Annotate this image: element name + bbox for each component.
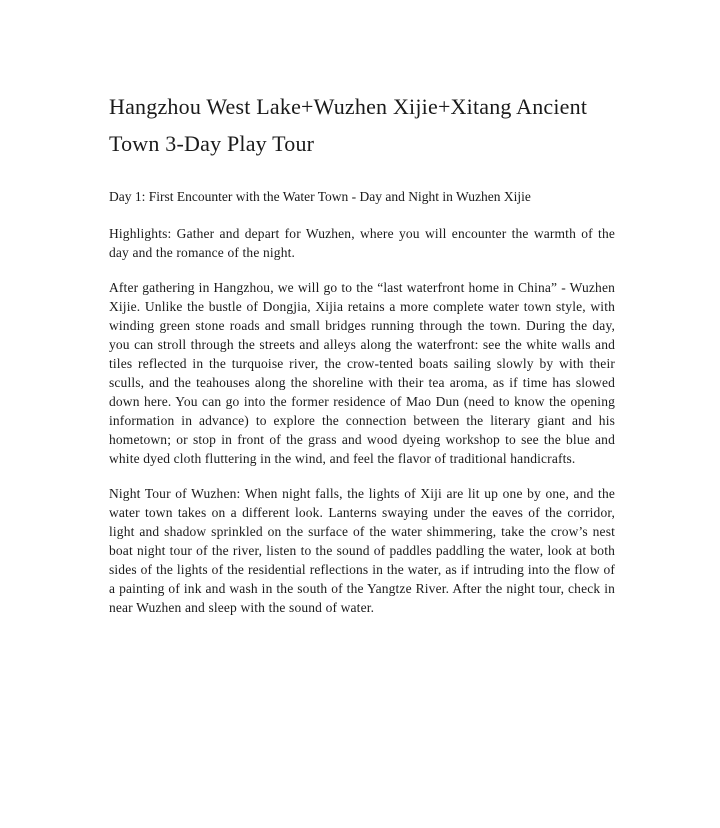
day-1-heading: Day 1: First Encounter with the Water Town - Day and Night in Wuzhen Xijie: [109, 189, 531, 204]
day-itinerary-paragraph: After gathering in Hangzhou, we will go to the “last waterfront home in China” - Wuzhen Xijie. Unlike the bustle of Dongjia, Xijia retains a more complete water town style, with winding green stone roads and small bridges running through the town. During the day, you can stroll through the streets and alleys along the waterfront: see the white walls and tiles reflected in the turquoise river, the crow-tented boats sailing slowly by with their sculls, and the teahouses along the shoreline with their tea aroma, as if time has slowed down here. You can go into the former residence of Mao Dun (need to know the opening information in advance) to explore the connection between the literary giant and his hometown; or stop in front of the grass and wood dyeing workshop to see the blue and white dyed cloth fluttering in the wind, and feel the flavor of traditional handicrafts.: [109, 280, 615, 466]
night-tour-paragraph: Night Tour of Wuzhen: When night falls, the lights of Xiji are lit up one by one, and the water town takes on a different look. Lanterns swaying under the eaves of the corridor, light and shadow sprinkled on the surface of the water shimmering, take the crow’s nest boat night tour of the river, listen to the sound of paddles paddling the water, look at both sides of the lights of the residential reflections in the water, as if intruding into the flow of a painting of ink and wash in the south of the Yangtze River. After the night tour, check in near Wuzhen and sleep with the sound of water.: [109, 486, 615, 615]
document-body: [109, 88, 615, 617]
document-title: Hangzhou West Lake+Wuzhen Xijie+Xitang Ancient Town 3-Day Play Tour: [109, 94, 588, 156]
highlights-paragraph: Highlights: Gather and depart for Wuzhen, where you will encounter the warmth of the day and the romance of the night.: [109, 226, 615, 260]
